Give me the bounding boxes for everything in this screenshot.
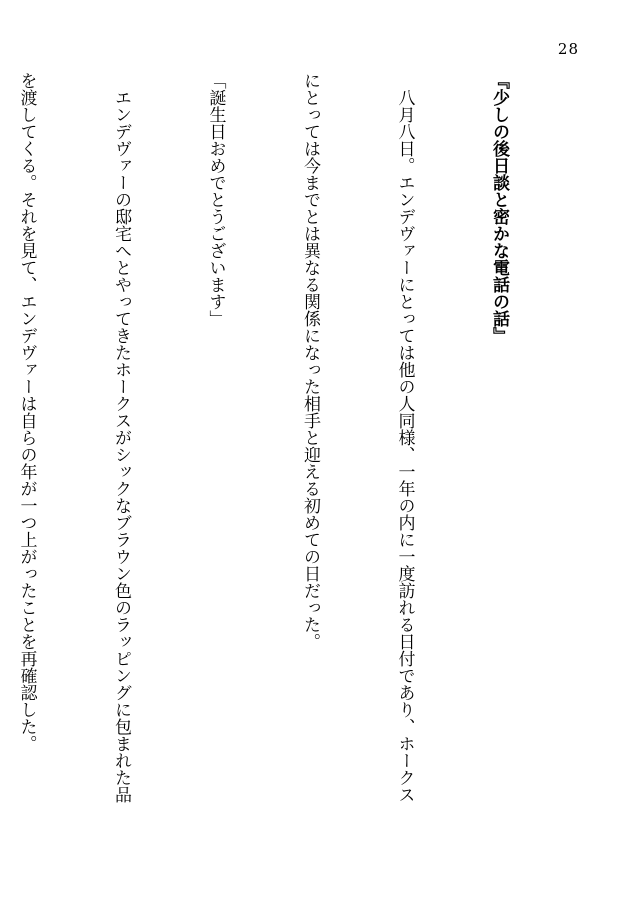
text-line: 「誕生日おめでとうございます」 xyxy=(205,72,226,327)
text-line: にとっては今までとは異なる関係になった相手と迎える初めての日だった。 xyxy=(300,72,320,650)
chapter-title: 『少しの後日談と密かな電話の話』 xyxy=(489,72,509,344)
text-line: エンデヴァーの邸宅へとやってきたホークスがシックなブラウン色のラッピングに包まれた品 xyxy=(111,72,131,803)
page-number: 28 xyxy=(557,40,579,58)
text-line: を渡してくる。それを見て、エンデヴァーは自らの年が一つ上がったことを再確認した。 xyxy=(16,72,37,752)
vertical-text-body xyxy=(16,72,577,872)
text-line: 八月八日。エンデヴァーにとっては他の人同様、一年の内に一度訪れる日付であり、ホークス xyxy=(394,72,415,803)
